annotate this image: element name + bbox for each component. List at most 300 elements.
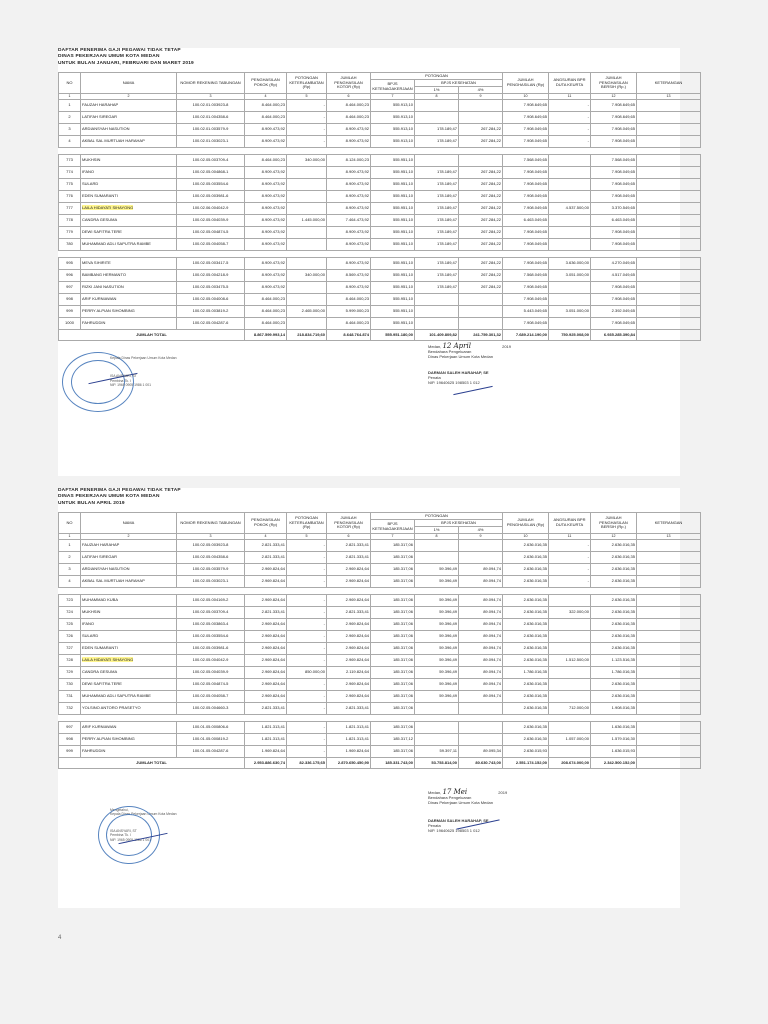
table-cell <box>637 619 701 631</box>
table-cell: - <box>549 112 591 124</box>
table-cell: 8.909.473,92 <box>327 124 371 136</box>
table-cell: 1.636.016,35 <box>591 722 637 734</box>
table-cell: 267.284,22 <box>459 239 503 251</box>
table-cell: 59.396,49 <box>415 631 459 643</box>
table-cell: 555.951,10 <box>371 282 415 294</box>
table-cell <box>637 576 701 588</box>
table-cell <box>637 167 701 179</box>
table-cell <box>637 227 701 239</box>
table-cell: 5.999.000,23 <box>327 306 371 318</box>
table-cell <box>637 691 701 703</box>
table-cell <box>549 595 591 607</box>
table-cell: 185.317,06 <box>371 722 415 734</box>
table-cell <box>637 112 701 124</box>
title-line: DAFTAR PENERIMA GAJI PEGAWAI TIDAK TETAP <box>58 488 181 493</box>
table-cell <box>637 540 701 552</box>
table-cell: 59.396,49 <box>415 643 459 655</box>
column-index: 9 <box>459 534 503 540</box>
table-cell: 178.189,47 <box>415 227 459 239</box>
table-cell <box>549 643 591 655</box>
table-cell: 3.370.549,65 <box>591 203 637 215</box>
table-cell: - <box>549 540 591 552</box>
employee-name-cell: BAMBANG HERMANTO <box>81 270 177 282</box>
table-cell: 3 <box>59 564 81 576</box>
table-cell: 185.317,06 <box>371 746 415 758</box>
table-cell: 8.464.000,23 <box>245 112 287 124</box>
total-cell: 80.630.743,00 <box>459 758 503 769</box>
column-index: 7 <box>371 94 415 100</box>
table-row <box>59 306 701 318</box>
table-cell: 185.317,06 <box>371 540 415 552</box>
table-cell: 100.02.05.004008-6 <box>177 294 245 306</box>
table-cell <box>459 112 503 124</box>
employee-name-cell: PERRY ALPIAN SIHOMBING <box>81 306 177 318</box>
handwritten-date: 12 April <box>442 342 471 350</box>
table-cell <box>637 734 701 746</box>
table-row <box>59 703 701 715</box>
table-cell <box>637 124 701 136</box>
table-cell: 2.636.016,35 <box>591 631 637 643</box>
table-cell: 7.908.049,65 <box>503 239 549 251</box>
table-cell: 185.317,06 <box>371 643 415 655</box>
table-cell: 185.317,06 <box>371 691 415 703</box>
table-cell: 4 <box>59 136 81 148</box>
table-cell: - <box>287 540 327 552</box>
table-cell <box>549 294 591 306</box>
table-cell: 178.189,47 <box>415 203 459 215</box>
col-header: JUMLAH PENGHASILAN (Rp) <box>503 73 549 94</box>
table-cell: 732 <box>59 703 81 715</box>
table-cell: 2.636.016,35 <box>503 607 549 619</box>
table-cell: 2.969.824,64 <box>327 595 371 607</box>
table-cell: 8.909.473,92 <box>327 203 371 215</box>
table-cell: 5.443.049,65 <box>503 306 549 318</box>
table-cell <box>637 239 701 251</box>
sig-line: Dinas Pekerjaan Umum Kota Medan <box>428 354 493 360</box>
table-cell: 2.821.333,41 <box>327 607 371 619</box>
table-cell: - <box>287 136 327 148</box>
official-stamp <box>98 806 160 864</box>
table-cell: 2.969.824,64 <box>245 576 287 588</box>
table-cell: 89.094,74 <box>459 679 503 691</box>
sheet-title <box>58 488 181 507</box>
row-separator <box>59 715 701 722</box>
employee-name-cell: CANDRA GESUMA <box>81 215 177 227</box>
table-cell: 178.189,47 <box>415 136 459 148</box>
table-cell: 267.284,22 <box>459 270 503 282</box>
table-cell: 100.02.05.003417-5 <box>177 258 245 270</box>
table-cell <box>287 318 327 330</box>
table-cell: 2.821.333,41 <box>245 552 287 564</box>
table-cell <box>549 679 591 691</box>
col-header: POTONGAN KETERLAMBATAN (Rp) <box>287 513 327 534</box>
table-cell: 2.636.016,35 <box>503 691 549 703</box>
employee-name-cell: MUKHSIN <box>81 607 177 619</box>
table-cell <box>637 155 701 167</box>
table-cell <box>637 191 701 203</box>
table-cell: 267.284,22 <box>459 203 503 215</box>
table-cell <box>637 643 701 655</box>
table-cell: 8.909.473,92 <box>327 227 371 239</box>
total-cell: 101.409.809,82 <box>415 330 459 341</box>
table-cell: 2.636.016,35 <box>503 576 549 588</box>
total-cell: 2.953.886.630,74 <box>245 758 287 769</box>
sig-line: Bendahara Pengeluaran <box>428 795 472 801</box>
total-cell: 555.951.180,00 <box>371 330 415 341</box>
table-cell: 8.909.473,92 <box>327 167 371 179</box>
table-cell: 8.464.000,23 <box>327 112 371 124</box>
table-cell: 8.464.000,23 <box>245 318 287 330</box>
table-cell: 4.537.500,00 <box>549 203 591 215</box>
table-cell: 89.094,74 <box>459 595 503 607</box>
employee-name-cell: EDEN SUMARANTI <box>81 643 177 655</box>
table-row <box>59 191 701 203</box>
table-cell: 7.568.049,65 <box>503 270 549 282</box>
table-cell <box>549 746 591 758</box>
table-cell: 998 <box>59 294 81 306</box>
table-cell: 1.786.016,35 <box>503 667 549 679</box>
table-cell <box>287 203 327 215</box>
col-header: JUMLAH PENGHASILAN BERSIH (Rp.) <box>591 73 637 94</box>
table-cell: 726 <box>59 631 81 643</box>
sig-line: Kepala Dinas Pekerjaan Umum Kota Medan <box>110 356 177 360</box>
table-cell <box>549 215 591 227</box>
table-cell: 100.02.05.003023-1 <box>177 576 245 588</box>
table-cell: 555.951,10 <box>371 191 415 203</box>
table-cell: 7.908.049,65 <box>591 191 637 203</box>
table-cell: 2.636.016,35 <box>503 552 549 564</box>
table-cell <box>637 203 701 215</box>
table-cell: 2.969.824,64 <box>245 643 287 655</box>
table-cell: 724 <box>59 607 81 619</box>
table-cell <box>287 191 327 203</box>
table-cell: 1.786.016,35 <box>591 667 637 679</box>
table-cell: - <box>287 655 327 667</box>
table-cell: 3 <box>59 124 81 136</box>
total-cell: 53.753.814,00 <box>415 758 459 769</box>
col-header: KETERANGAN <box>637 73 701 94</box>
table-cell: 1.908.016,35 <box>591 703 637 715</box>
table-cell: 2.392.049,65 <box>591 306 637 318</box>
employee-name-cell: MEVA SIHIRITE <box>81 258 177 270</box>
table-row <box>59 294 701 306</box>
table-cell: 89.094,74 <box>459 631 503 643</box>
table-row <box>59 722 701 734</box>
table-cell: 185.317,06 <box>371 595 415 607</box>
col-header: NAMA <box>81 513 177 534</box>
table-cell <box>637 679 701 691</box>
table-cell: 7.908.049,65 <box>503 191 549 203</box>
table-row <box>59 607 701 619</box>
table-cell: 2.636.016,35 <box>591 552 637 564</box>
table-cell: 1.579.016,30 <box>591 734 637 746</box>
table-cell: - <box>549 552 591 564</box>
table-cell: 2.821.333,41 <box>245 607 287 619</box>
employee-name-cell: SULARD <box>81 179 177 191</box>
table-cell <box>287 294 327 306</box>
table-cell: 7.908.049,65 <box>591 294 637 306</box>
employee-name-cell: DEWI SAFITRA TERE <box>81 227 177 239</box>
table-cell: 7.568.049,65 <box>591 155 637 167</box>
table-cell <box>637 564 701 576</box>
column-index: 6 <box>327 534 371 540</box>
table-cell: 178.189,47 <box>415 124 459 136</box>
table-cell: 555.951,10 <box>371 306 415 318</box>
table-cell: 2.636.016,35 <box>503 540 549 552</box>
table-row <box>59 564 701 576</box>
table-cell: 8.909.473,92 <box>245 179 287 191</box>
table-cell: 100.02.05.003819-2 <box>177 306 245 318</box>
table-cell: 185.317,06 <box>371 631 415 643</box>
place-label: Medan, <box>428 344 442 349</box>
col-header: JUMLAH PENGHASILAN BERSIH (Rp.) <box>591 513 637 534</box>
table-cell <box>637 215 701 227</box>
table-cell <box>415 112 459 124</box>
table-row <box>59 124 701 136</box>
table-cell <box>415 552 459 564</box>
table-cell: 2.969.824,64 <box>327 691 371 703</box>
table-cell: 100.02.05.003981-6 <box>177 191 245 203</box>
column-index: 1 <box>59 534 81 540</box>
table-cell: 185.317,06 <box>371 667 415 679</box>
table-cell: 2.636.016,35 <box>591 691 637 703</box>
table-cell: - <box>549 564 591 576</box>
table-cell: 100.02.05.004218-9 <box>177 270 245 282</box>
table-cell: 89.094,74 <box>459 643 503 655</box>
table-cell: 1.057.000,00 <box>549 734 591 746</box>
table-cell <box>549 631 591 643</box>
table-cell <box>637 631 701 643</box>
table-cell: 59.396,49 <box>415 619 459 631</box>
table-cell: 267.284,22 <box>459 258 503 270</box>
table-cell: 7.908.049,65 <box>591 239 637 251</box>
payroll-sheet-april <box>58 488 683 908</box>
table-cell: 8.909.473,92 <box>327 191 371 203</box>
left-signature-block <box>110 356 240 388</box>
table-cell: 7.568.049,65 <box>503 155 549 167</box>
table-cell: 2.969.824,64 <box>245 691 287 703</box>
employee-name-cell: MUHAMMAD ADLI SAPUTRA RAMBE <box>81 239 177 251</box>
table-cell: 7.908.049,65 <box>503 203 549 215</box>
table-cell: 1000 <box>59 318 81 330</box>
table-cell <box>637 136 701 148</box>
col-header: POTONGAN <box>371 73 503 80</box>
table-cell: 1.445.000,00 <box>287 215 327 227</box>
table-cell: 555.951,10 <box>371 155 415 167</box>
table-cell: 89.094,74 <box>459 564 503 576</box>
table-cell: 723 <box>59 595 81 607</box>
employee-name-cell: DEWI SAFITRA TERE <box>81 679 177 691</box>
table-cell: 2.636.016,35 <box>591 540 637 552</box>
table-cell: 730 <box>59 679 81 691</box>
table-cell: 178.189,47 <box>415 179 459 191</box>
table-cell: 59.397,11 <box>415 746 459 758</box>
table-cell: 3.051.000,00 <box>549 306 591 318</box>
table-cell: 100.02.05.004868-1 <box>177 167 245 179</box>
table-row <box>59 643 701 655</box>
table-cell: 59.396,49 <box>415 576 459 588</box>
table-cell: 2.969.824,64 <box>245 619 287 631</box>
table-cell: 2.636.016,35 <box>503 722 549 734</box>
table-cell: - <box>287 643 327 655</box>
table-row <box>59 540 701 552</box>
table-row <box>59 112 701 124</box>
total-cell: 7.689.214.190,00 <box>503 330 549 341</box>
table-cell <box>287 239 327 251</box>
sig-line: Kepala Dinas Pekerjaan Umum Kota Medan <box>110 812 177 817</box>
table-cell <box>459 294 503 306</box>
table-cell: 8.464.000,23 <box>245 100 287 112</box>
table-row <box>59 655 701 667</box>
table-cell <box>459 306 503 318</box>
col-header: JUMLAH PENGHASILAN (Rp) <box>503 513 549 534</box>
table-cell: 178.189,47 <box>415 215 459 227</box>
table-row <box>59 179 701 191</box>
employee-name-cell: IFANO <box>81 619 177 631</box>
table-cell <box>637 294 701 306</box>
table-cell: 8.909.473,92 <box>245 227 287 239</box>
table-cell: 1.969.824,64 <box>327 746 371 758</box>
table-cell: 59.396,49 <box>415 679 459 691</box>
table-cell: 2.969.824,64 <box>245 631 287 643</box>
table-cell: 555.951,10 <box>371 215 415 227</box>
table-cell: 555.951,10 <box>371 318 415 330</box>
table-cell: - <box>287 564 327 576</box>
table-cell: 178.189,47 <box>415 239 459 251</box>
table-cell <box>459 552 503 564</box>
table-cell: 2.969.824,64 <box>327 631 371 643</box>
table-cell: 3.636.000,00 <box>549 258 591 270</box>
table-cell: - <box>287 619 327 631</box>
table-cell: 7.908.049,65 <box>591 179 637 191</box>
table-cell: 1.512.500,00 <box>549 655 591 667</box>
table-cell: 185.317,06 <box>371 679 415 691</box>
table-cell: 2.636.016,35 <box>503 643 549 655</box>
title-line: UNTUK BULAN APRIL 2019 <box>58 500 125 506</box>
table-cell: 8.569.473,92 <box>327 270 371 282</box>
table-cell: 731 <box>59 691 81 703</box>
column-index: 7 <box>371 534 415 540</box>
col-header: KETERANGAN <box>637 513 701 534</box>
table-cell: 555.951,10 <box>371 270 415 282</box>
table-cell: 555.951,10 <box>371 258 415 270</box>
col-header: 4% <box>459 87 503 94</box>
table-cell <box>637 655 701 667</box>
table-cell <box>637 722 701 734</box>
table-row <box>59 746 701 758</box>
table-cell: 2.636.016,35 <box>591 607 637 619</box>
table-cell: 850.000,00 <box>287 667 327 679</box>
table-cell: 100.02.05.003554-6 <box>177 179 245 191</box>
table-cell: 1 <box>59 540 81 552</box>
table-cell <box>637 318 701 330</box>
right-signature-block <box>428 790 598 833</box>
payroll-sheet-q1 <box>58 48 683 476</box>
table-cell: 7.464.473,92 <box>327 215 371 227</box>
table-cell: 1.821.313,41 <box>327 734 371 746</box>
table-cell: 89.094,74 <box>459 655 503 667</box>
table-cell: 2.636.016,35 <box>503 595 549 607</box>
table-cell <box>549 167 591 179</box>
table-cell: 3.051.000,00 <box>549 270 591 282</box>
total-label: JUMLAH TOTAL <box>59 758 245 769</box>
table-row <box>59 239 701 251</box>
table-cell: 7.908.649,65 <box>591 100 637 112</box>
table-row <box>59 270 701 282</box>
col-header: NOMOR REKENING TABUNGAN <box>177 73 245 94</box>
table-cell: - <box>549 100 591 112</box>
table-cell: 7.908.049,65 <box>503 179 549 191</box>
table-cell: 7.908.049,65 <box>591 124 637 136</box>
table-cell: 555.951,10 <box>371 239 415 251</box>
table-cell: 59.396,49 <box>415 691 459 703</box>
table-cell <box>287 167 327 179</box>
table-cell: 89.094,74 <box>459 667 503 679</box>
table-cell: 267.284,22 <box>459 124 503 136</box>
sig-line: DARMAN SALEH HARAHAP, SE <box>428 817 489 823</box>
table-cell: 2.636.016,35 <box>503 564 549 576</box>
employee-name-cell: PERRY ALPIAN SIHOMBING <box>81 734 177 746</box>
table-cell <box>637 306 701 318</box>
column-index: 9 <box>459 94 503 100</box>
table-cell: 2.636.016,35 <box>503 619 549 631</box>
total-cell: 750.925.008,00 <box>549 330 591 341</box>
table-cell: 267.284,22 <box>459 167 503 179</box>
employee-name-cell: AKBAL SAL MURTUAH HARAHAP <box>81 576 177 588</box>
sig-line: DARMAN SALEH HARAHAP, SE <box>428 369 489 375</box>
table-cell: 100.02.06.004042-9 <box>177 203 245 215</box>
table-cell: 2.969.824,64 <box>245 655 287 667</box>
column-index: 10 <box>503 534 549 540</box>
table-cell: - <box>287 679 327 691</box>
table-cell: 185.317,06 <box>371 564 415 576</box>
column-index: 11 <box>549 94 591 100</box>
total-cell: 241.759.301,32 <box>459 330 503 341</box>
table-cell: 7.908.049,65 <box>503 124 549 136</box>
table-cell: 89.094,74 <box>459 619 503 631</box>
total-cell: 82.336.175,65 <box>287 758 327 769</box>
table-cell: 185.317,06 <box>371 655 415 667</box>
table-cell <box>637 270 701 282</box>
table-cell: 89.094,74 <box>459 576 503 588</box>
table-cell <box>415 294 459 306</box>
sig-line: Mengetahui, <box>110 808 129 812</box>
table-cell: 2.969.824,64 <box>327 643 371 655</box>
col-header: BPJS KETENAGAKERJAAN <box>371 80 415 94</box>
table-cell: 2.821.333,41 <box>327 552 371 564</box>
table-cell: 2.636.015,93 <box>503 746 549 758</box>
table-cell: 2.636.016,35 <box>503 703 549 715</box>
table-cell: 555.951,10 <box>371 294 415 306</box>
right-signature-block <box>428 344 598 385</box>
col-header: POTONGAN <box>371 513 503 520</box>
table-cell: 2 <box>59 552 81 564</box>
table-cell: 2.636.016,35 <box>591 619 637 631</box>
table-cell: 2.969.824,64 <box>245 667 287 679</box>
table-cell: 775 <box>59 179 81 191</box>
table-cell: 555.913,10 <box>371 136 415 148</box>
table-row <box>59 595 701 607</box>
table-cell: 8.909.473,92 <box>245 239 287 251</box>
table-cell <box>549 227 591 239</box>
table-cell: 2.969.824,64 <box>327 576 371 588</box>
table-cell <box>549 691 591 703</box>
column-index: 13 <box>637 94 701 100</box>
column-index: 4 <box>245 94 287 100</box>
table-cell <box>287 282 327 294</box>
col-header: 1% <box>415 87 459 94</box>
table-cell: 267.284,22 <box>459 191 503 203</box>
